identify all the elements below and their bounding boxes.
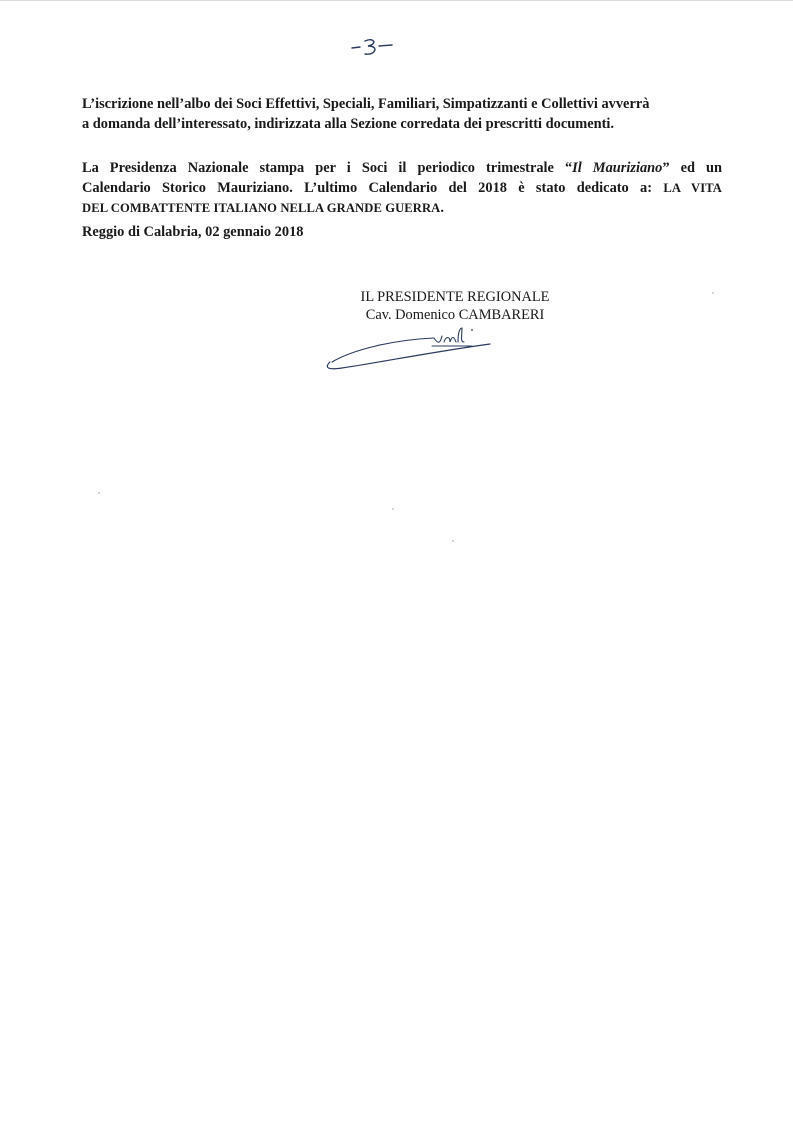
- signatory-title: IL PRESIDENTE REGIONALE: [360, 289, 550, 305]
- publications-line-1-text: La Presidenza Nazionale stampa per i Soci il periodico trimestrale “: [82, 160, 573, 176]
- scan-speck: [98, 492, 100, 494]
- publications-paragraph: [82, 158, 722, 218]
- scan-speck: [452, 540, 454, 542]
- scan-speck: [392, 508, 394, 510]
- publications-line-1-end: ” ed un: [662, 160, 722, 176]
- membership-paragraph: [82, 94, 722, 134]
- calendar-theme-start: LA VITA: [663, 181, 722, 195]
- membership-line-2: a domanda dell’interessato, indirizzata alla Sezione corredata dei prescritti documenti.: [82, 116, 614, 132]
- signatory-name: Cav. Domenico CAMBARERI: [365, 307, 545, 323]
- page-number-handwritten: [348, 34, 408, 58]
- signature-block: [340, 288, 570, 324]
- publications-line-2: [82, 178, 722, 198]
- membership-line-1: L’iscrizione nell’albo dei Soci Effettivi, Speciali, Familiari, Simpatizzanti e Collettivi avverrà: [82, 96, 650, 112]
- publications-line-3-end: .: [440, 200, 444, 216]
- page-top-edge: [0, 0, 793, 1]
- publications-line-2-text: Calendario Storico Mauriziano. L’ultimo Calendario del 2018 è stato dedicato a:: [82, 180, 664, 196]
- publications-line-3: [82, 198, 722, 218]
- place-date-line: Reggio di Calabria, 02 gennaio 2018: [82, 224, 304, 240]
- periodical-title: Il Mauriziano: [572, 160, 663, 176]
- handwritten-signature: [322, 322, 502, 374]
- publications-line-1: [82, 158, 722, 178]
- calendar-theme-end: DEL COMBATTENTE ITALIANO NELLA GRANDE GUERRA: [82, 201, 441, 215]
- scan-speck: [712, 292, 714, 294]
